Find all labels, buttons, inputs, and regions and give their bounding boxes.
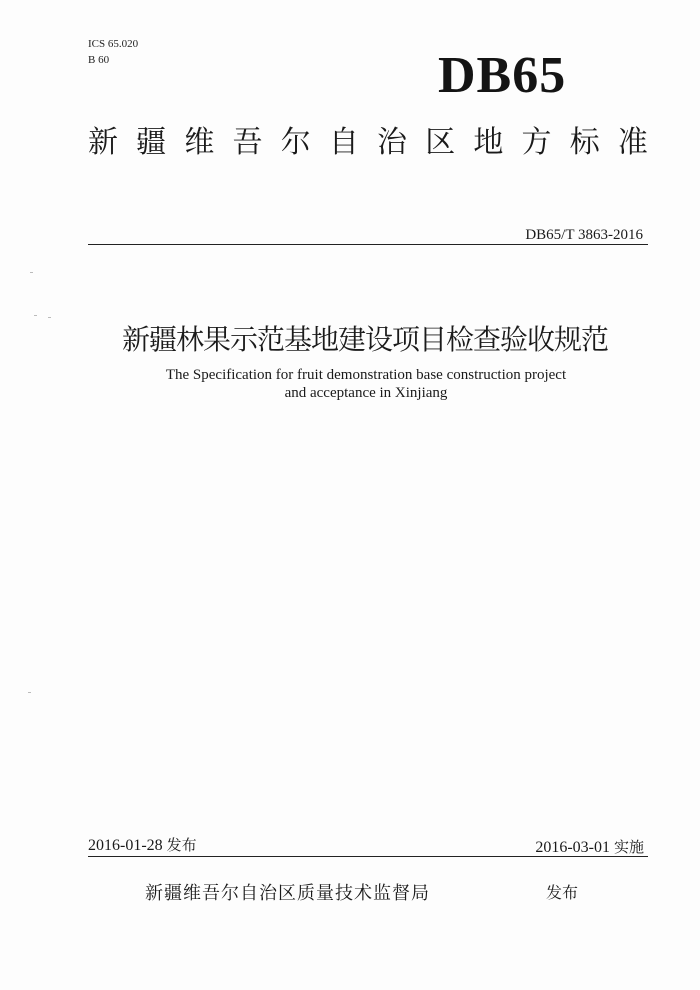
implement-date-value: 2016-03-01 xyxy=(535,839,610,856)
standard-type-char: 标 xyxy=(569,125,600,160)
standard-type-char: 吾 xyxy=(232,125,263,160)
publish-date xyxy=(88,834,197,855)
standard-code: DB65/T 3863-2016 xyxy=(525,227,643,243)
standard-type-char: 尔 xyxy=(280,125,311,160)
standard-type-char: 地 xyxy=(473,125,504,160)
publish-label: 发布 xyxy=(166,836,197,854)
header-divider xyxy=(88,244,648,245)
classification-code: B 60 xyxy=(88,54,110,66)
title-english-line2: and acceptance in Xinjiang xyxy=(284,385,448,401)
scan-speck xyxy=(28,692,31,693)
standard-type-char: 方 xyxy=(521,125,552,160)
standard-type-char: 准 xyxy=(617,125,648,160)
standard-type-heading xyxy=(88,125,648,160)
publish-date-value: 2016-01-28 xyxy=(88,837,163,854)
issuing-authority: 新疆维吾尔自治区质量技术监督局 xyxy=(145,883,430,904)
title-english-line1: The Specification for fruit demonstration base construction project xyxy=(165,367,567,383)
scan-speck xyxy=(34,315,37,316)
footer-divider xyxy=(88,856,648,857)
standard-type-char: 治 xyxy=(377,125,408,160)
ics-code: ICS 65.020 xyxy=(88,38,139,50)
title-chinese: 新疆林果示范基地建设项目检查验收规范 xyxy=(121,323,608,356)
scan-speck xyxy=(48,317,51,318)
db65-logo: DB65 xyxy=(438,47,567,104)
implement-label: 实施 xyxy=(613,838,644,856)
implement-date xyxy=(535,836,644,857)
standard-type-char: 区 xyxy=(425,125,456,160)
standard-type-char: 维 xyxy=(184,125,215,160)
standard-type-char: 新 xyxy=(88,125,118,160)
issue-label: 发布 xyxy=(546,883,579,902)
scan-speck xyxy=(30,272,33,273)
standard-type-char: 疆 xyxy=(136,125,167,160)
standard-type-char: 自 xyxy=(328,125,359,160)
